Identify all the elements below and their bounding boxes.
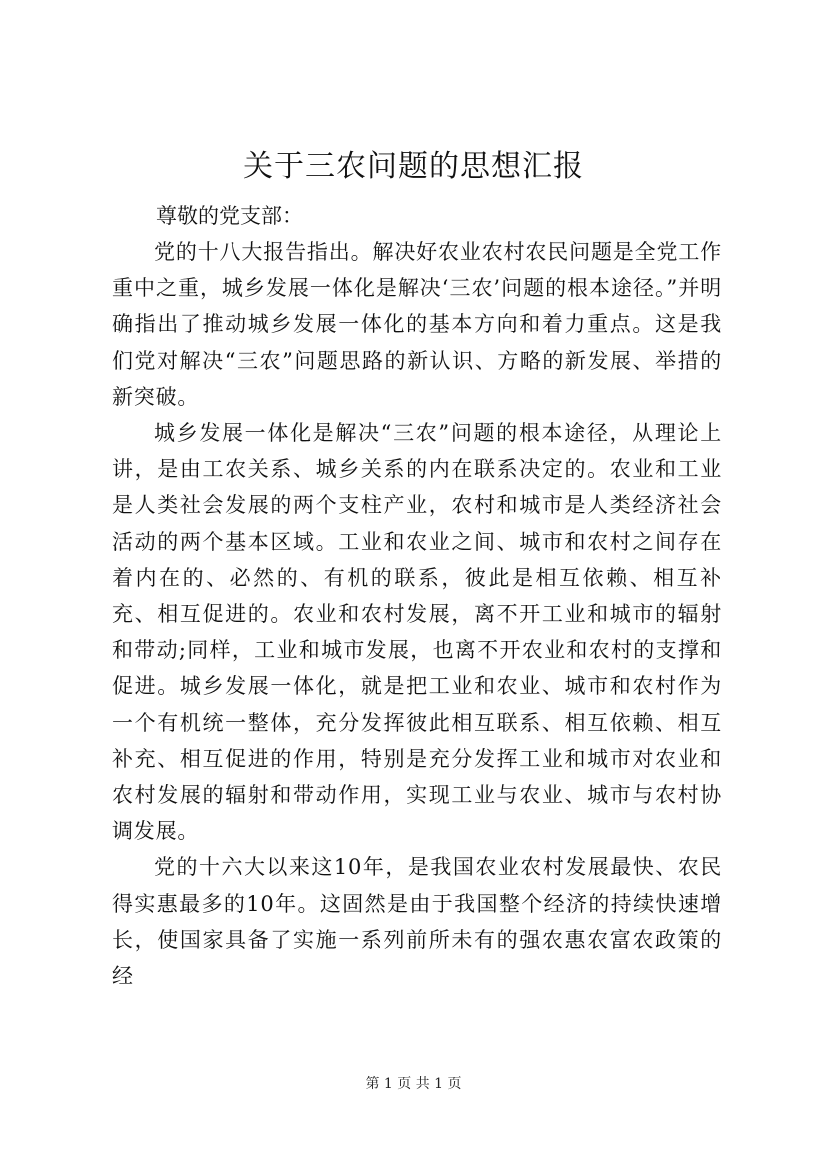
page-footer: 第 1 页 共 1 页 xyxy=(365,1076,462,1092)
paragraph-1: 党的十八大报告指出。解决好农业农村农民问题是全党工作重中之重，城乡发展一体化是解决‘三农’问题的根本途径。”并明确指出了推动城乡发展一体化的基本方向和着力重点。这是我们党对解决“三农”问题思路的新认识、方略的新发展、举措的新突破。 xyxy=(112,240,722,409)
salutation: 尊敬的党支部： xyxy=(156,204,303,228)
paragraph-2: 城乡发展一体化是解决“三农”问题的根本途径，从理论上讲，是由工农关系、城乡关系的内在联系决定的。农业和工业是人类社会发展的两个支柱产业，农村和城市是人类经济社会活动的两个基本区域。工业和农业之间、城市和农村之间存在着内在的、必然的、有机的联系，彼此是相互依赖、相互补充、相互促进的。农业和农村发展，离不开工业和城市的辐射和带动;同样，工业和城市发展，也离不开农业和农村的支撑和促进。城乡发展一体化，就是把工业和农业、城市和农村作为一个有机统一整体，充分发挥彼此相互联系、相互依赖、相互补充、相互促进的作用，特别是充分发挥工业和城市对农业和农村发展的辐射和带动作用，实现工业与农业、城市与农村协调发展。 xyxy=(112,421,722,844)
document-title: 关于三农问题的思想汇报 xyxy=(243,149,584,184)
document-body xyxy=(112,198,722,994)
paragraph-3: 党的十六大以来这10年，是我国农业农村发展最快、农民得实惠最多的10年。这固然是由于我国整个经济的持续快速增长，使国家具备了实施一系列前所未有的强农惠农富农政策的经 xyxy=(112,855,722,989)
